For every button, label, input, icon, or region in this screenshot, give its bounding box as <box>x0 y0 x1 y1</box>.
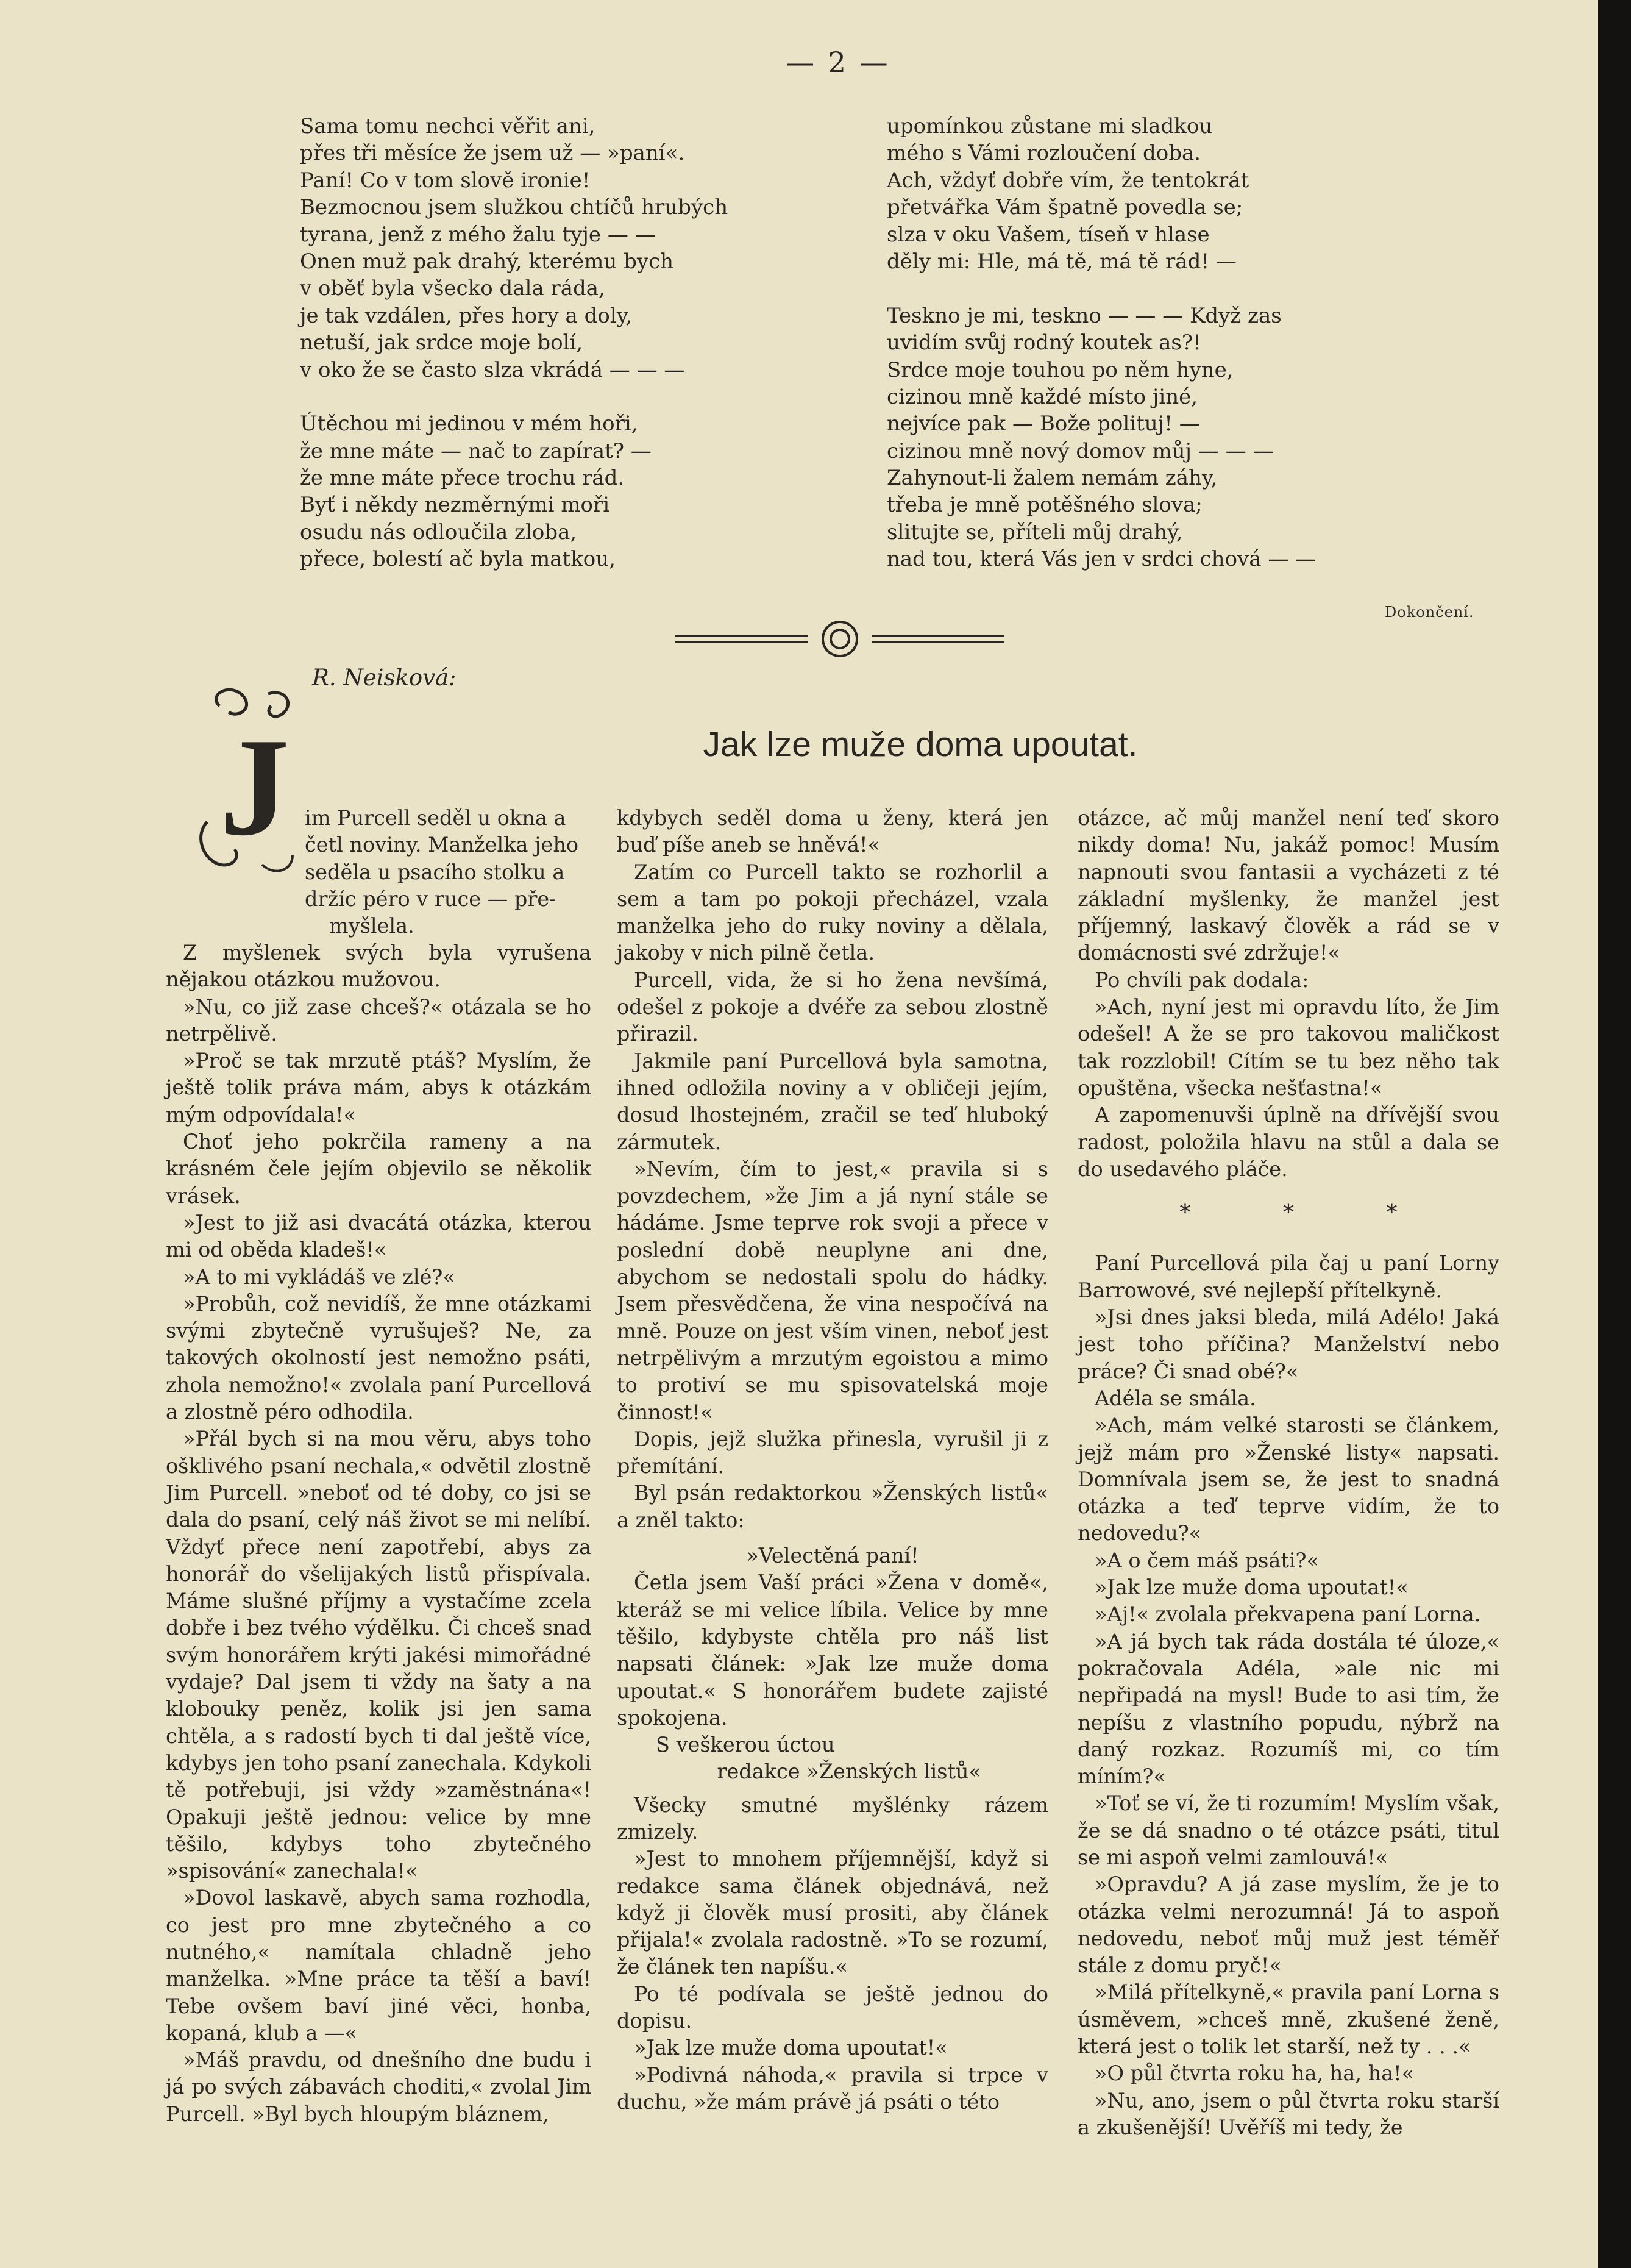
poem-line: v oběť byla všecko dala ráda, <box>300 276 605 301</box>
paragraph: »Jest to mnohem příjemnější, když si redakce sama článek objednává, než když ji člověk musí prositi, aby článek přijala!« zvolala radostně. »To se rozumí, že článek ten napíšu.« <box>617 1847 1048 1979</box>
paragraph: Po chvíli pak dodala: <box>1095 968 1309 992</box>
poem-line: nad tou, která Vás jen v srdci chová — — <box>887 547 1317 572</box>
poem-line: Bezmocnou jsem služkou chtíčů hrubých <box>300 195 728 220</box>
paragraph: »Nu, ano, jsem o půl čtvrta roku starší a zkušenější! Uvěříš mi tedy, že <box>1078 2088 1499 2139</box>
paragraph: »Ach, mám velké starosti se článkem, jejž mám pro »Ženské listy« napsati. Domnívala jsem se, že jest to snadná otázka a teď teprve vidím, že to nedovedu?« <box>1078 1413 1499 1546</box>
poem-line: slza v oku Vašem, tíseň v hlase <box>887 222 1210 247</box>
poem-line: Teskno je mi, teskno — — — Když zas <box>887 303 1282 328</box>
paragraph: »Jak lze muže doma upoutat!« <box>634 2036 948 2060</box>
poem-line: je tak vzdálen, přes hory a doly, <box>300 303 633 328</box>
poem-line: tyrana, jenž z mého žalu tyje — — <box>300 222 656 247</box>
paragraph: »A o čem máš psáti?« <box>1095 1548 1319 1572</box>
lead-line: myšlela. <box>329 914 414 938</box>
paragraph: A zapomenuvši úplně na dřívější svou radost, položila hlavu na stůl a dala se do usedavého pláče. <box>1078 1103 1499 1181</box>
paragraph: »Ach, nyní jest mi opravdu líto, že Jim odešel! A že se pro takovou maličkost tak rozzlobil! Cítím se tu bez něho tak opuštěna, všecka nešťastna!« <box>1078 995 1499 1100</box>
paragraph: »A já bych tak ráda dostála té úloze,« pokračovala Adéla, »ale nic mi nepřipadá na mysl! Bude to asi tím, že nepíšu z vlastního popudu, nýbrž na daný rozkaz. Rozumíš mi, co tím míním?« <box>1078 1629 1499 1789</box>
paragraph: Paní Purcellová pila čaj u paní Lorny Barrowové, své nejlepší přítelkyně. <box>1078 1251 1499 1302</box>
poem-line: mého s Vámi rozloučení doba. <box>887 141 1201 166</box>
letter-salutation: »Velectěná paní! <box>746 1544 919 1568</box>
paragraph: Choť jeho pokrčila rameny a na krásném čele jejím objevilo se několik vrásek. <box>166 1130 591 1208</box>
paragraph: »Opravdu? A já zase myslím, že je to otázka velmi nerozumná! Já to aspoň nedovedu, neboť můj muž jest téměř stále z domu pryč!« <box>1078 1872 1499 1978</box>
article-column-1 <box>166 940 591 2128</box>
paragraph: »A to mi vykládáš ve zlé?« <box>183 1264 455 1289</box>
poem-line: přetvářka Vám špatně povedla se; <box>887 195 1243 220</box>
paragraph: Z myšlenek svých byla vyrušena nějakou otázkou mužovou. <box>166 941 591 992</box>
paragraph: »Aj!« zvolala překvapena paní Lorna. <box>1095 1602 1481 1627</box>
poem-line: Ach, vždyť dobře vím, že tentokrát <box>887 168 1249 193</box>
poem-line: Byť i někdy nezměrnými moři <box>300 493 610 518</box>
letter-closing: S veškerou úctou <box>656 1733 835 1757</box>
poem-line: netuší, jak srdce moje bolí, <box>300 330 583 355</box>
poem-line: Srdce moje touhou po něm hyne, <box>887 357 1234 382</box>
paragraph: »Jest to již asi dvacátá otázka, kterou mi od oběda kladeš!« <box>166 1210 591 1262</box>
poem-line: upomínkou zůstane mi sladkou <box>887 114 1213 138</box>
dropcap-letter: J <box>219 709 290 865</box>
paragraph: »Přál bych si na mou věru, abys toho ošklivého psaní nechala,« odvětil zlostně Jim Purcell. »neboť od té doby, co jsi se dala do psaní, celý náš život se mi nelíbí. Vždyť přece není zapotřebí, abys za honorář do všelijakých listů přispívala. Máme slušné příjmy a vystačíme zcela dobře i bez tvého výdělku. Či chceš snad svým honorářem krýti jakési mimořádné vydaje? Dal jsem ti vždy na šaty a na klobouky peněz, kolik jsi jen sama chtěla, a s radostí bych ti dal ještě více, kdybys jen toho psaní zanechala. Kdykoli tě potřebuji, jsi vždy »zaměstnána«! Opakuji ještě jednou: velice by mne těšilo, kdybys toho zbytečného »spisování« zanechala!« <box>166 1427 591 1883</box>
poem-line: Paní! Co v tom slově ironie! <box>300 168 591 193</box>
paragraph: Dopis, jejž služka přinesla, vyrušil ji z přemítání. <box>617 1427 1048 1478</box>
poem-line: děly mi: Hle, má tě, má tě rád! — <box>887 249 1237 274</box>
article-author: R. Neisková: <box>312 665 457 691</box>
paragraph: Purcell, vida, že si ho žena nevšímá, odešel z pokoje a dvéře za sebou zlostně přirazil. <box>617 968 1048 1046</box>
poem-line: třeba je mně potěšného slova; <box>887 493 1203 518</box>
poem-line: cizinou mně nový domov můj — — — <box>887 438 1274 463</box>
section-stars: * * * <box>1179 1200 1440 1226</box>
poem-line: Zahynout-li žalem nemám záhy, <box>887 466 1218 491</box>
paragraph: Po té podívala se ještě jednou do dopisu. <box>617 1981 1048 2033</box>
article-column-1-lead <box>305 805 591 940</box>
poem-line: osudu nás odloučila zloba, <box>300 519 577 544</box>
paragraph: »Podivná náhoda,« pravila si trpce v duchu, »že mám právě já psáti o této <box>617 2063 1048 2114</box>
article-column-3 <box>1078 805 1499 2141</box>
paragraph: »Milá přítelkyně,« pravila paní Lorna s úsměvem, »chceš mně, zkušené ženě, která jest o tolik let starší, než ty . . .« <box>1078 1980 1499 2059</box>
poem-line: cizinou mně každé místo jiné, <box>887 384 1198 409</box>
poem-line: přes tři měsíce že jsem už — »paní«. <box>300 141 685 166</box>
paragraph: »Proč se tak mrzutě ptáš? Myslím, že ještě tolik práva mám, abys k otázkám mým odpovídala!« <box>166 1049 591 1127</box>
poem-line: Onen muž pak drahý, kterému bych <box>300 249 674 274</box>
poem-right-column <box>887 113 1316 573</box>
page-number: — 2 — <box>786 46 890 79</box>
paragraph: »Nu, co již zase chceš?« otázala se ho netrpělivě. <box>166 994 591 1046</box>
continuation-note: Dokončení. <box>1385 604 1474 621</box>
ornament-divider <box>675 619 1004 661</box>
poem-line: v oko že se často slza vkrádá — — — <box>300 357 685 382</box>
dropcap-ornament <box>195 682 299 895</box>
letter-body: Četla jsem Vaší práci »Žena v domě«, kteráž se mi velice líbila. Velice by mne těšilo, kdybyste chtěla pro náš list napsati článek: »Jak lze muže doma upoutat.« S honorářem budete zajisté spokojena. <box>617 1571 1048 1730</box>
poem-line: přece, bolestí ač byla matkou, <box>300 547 616 572</box>
paragraph: »Jsi dnes jaksi bleda, milá Adélo! Jaká jest toho příčina? Manželství nebo práce? Či snad obé?« <box>1078 1305 1499 1383</box>
page-edge-shadow <box>1598 0 1631 2268</box>
poem-line: že mne máte přece trochu rád. <box>300 466 625 491</box>
article-title: Jak lze muže doma upoutat. <box>703 725 1138 764</box>
paragraph: »Máš pravdu, od dnešního dne budu i já po svých zábavách choditi,« zvolal Jim Purcell. »Byl bych hloupým bláznem, <box>166 2048 591 2126</box>
paragraph: Zatím co Purcell takto se rozhorlil a sem a tam po pokoji přecházel, vzala manželka jeho do ruky noviny a dělala, jakoby v nich pilně četla. <box>617 860 1048 965</box>
paragraph: »Nevím, čím to jest,« pravila si s povzdechem, »že Jim a já nyní stále se hádáme. Jsme teprve rok svoji a přece v poslední době neuplyne ani dne, abychom se nedostali spolu do hádky. Jsem přesvědčena, že vina nespočívá na mně. Pouze on jest vším vinen, neboť jest netrpělivým a mrzutým egoistou a mimo to protiví se mu spisovatelská moje činnost!« <box>617 1157 1048 1424</box>
letter-signature: redakce »Ženských listů« <box>717 1760 981 1784</box>
poem-left-column <box>300 113 728 573</box>
paragraph: Adéla se smála. <box>1095 1386 1256 1410</box>
paragraph: »Jak lze muže doma upoutat!« <box>1095 1575 1409 1600</box>
poem-line: Sama tomu nechci věřit ani, <box>300 114 595 138</box>
paragraph: kdybych seděl doma u ženy, která jen buď píše aneb se hněvá!« <box>617 806 1048 857</box>
paragraph: Jakmile paní Purcellová byla samotna, ihned odložila noviny a v obličeji jejím, dosud lhostejném, zračil se teď hluboký zármutek. <box>617 1049 1048 1154</box>
poem-line: že mne máte — nač to zapírat? — <box>300 438 652 463</box>
lead-line: im Purcell seděl u okna a <box>305 806 566 830</box>
poem-line: slitujte se, příteli můj drahý, <box>887 519 1183 544</box>
paragraph: »Probůh, což nevidíš, že mne otázkami svými zbytečně vyrušuješ? Ne, za takových okolností jest nemožno psáti, zhola nemožno!« zvolala paní Purcellová a zlostně péro odhodila. <box>166 1291 591 1424</box>
paragraph: Byl psán redaktorkou »Ženských listů« a zněl takto: <box>617 1481 1048 1532</box>
paragraph: otázce, ač můj manžel není teď skoro nikdy doma! Nu, jakáž pomoc! Musím napnouti svou fantasii a vycházeti z té základní myšlenky, že manžel jest příjemný, laskavý člověk a rád se v domácnosti své zdržuje!« <box>1078 806 1499 965</box>
paragraph: »Toť se ví, že ti rozumím! Myslím však, že se dá snadno o té otázce psáti, titul se mi aspoň velmi zamlouvá!« <box>1078 1791 1499 1869</box>
poem-line: uvidím svůj rodný koutek as?! <box>887 330 1201 355</box>
poem-line: nejvíce pak — Bože polituj! — <box>887 412 1200 437</box>
lead-line: držíc péro v ruce — pře- <box>305 886 556 911</box>
lead-line: četl noviny. Manželka jeho <box>305 833 579 857</box>
paragraph: »O půl čtvrta roku ha, ha, ha!« <box>1095 2061 1415 2086</box>
lead-line: seděla u psacího stolku a <box>305 860 565 884</box>
article-column-2 <box>617 805 1048 2116</box>
paragraph: Všecky smutné myšlénky rázem zmizely. <box>617 1792 1048 1844</box>
poem-line: Útěchou mi jedinou v mém hoři, <box>300 412 638 437</box>
paragraph: »Dovol laskavě, abych sama rozhodla, co jest pro mne zbytečného a co nutného,« namítala chladně jeho manželka. »Mne práce ta těší a baví! Tebe ovšem baví jiné věci, honba, kopaná, klub a —« <box>166 1886 591 2045</box>
